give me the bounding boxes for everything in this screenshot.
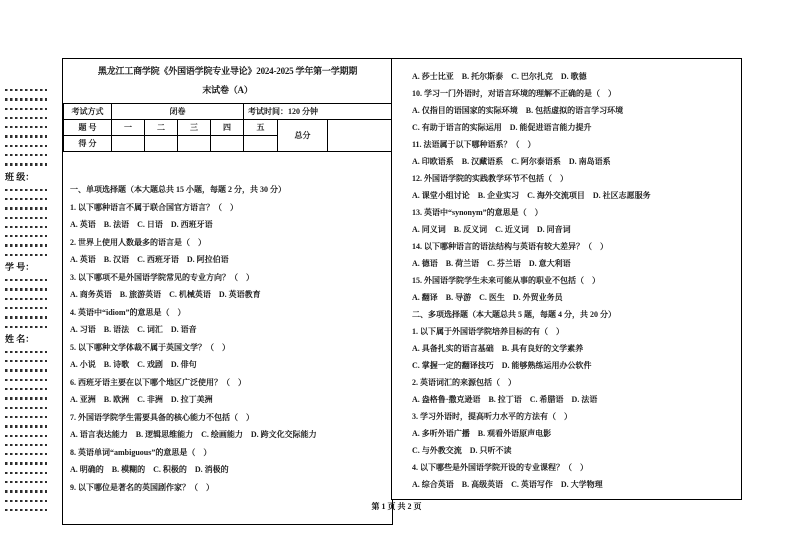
binding-dotted-line [5, 195, 51, 204]
section-one-questions [63, 181, 392, 496]
binding-dotted-line [5, 422, 51, 431]
exam-mode-label: 考试方式 [64, 104, 112, 120]
binding-dotted-line [5, 114, 51, 123]
binding-dotted-line [5, 223, 51, 232]
binding-dotted-line [5, 469, 51, 478]
binding-dotted-line [5, 95, 51, 104]
exam-left-column [62, 58, 393, 525]
binding-margin [5, 86, 51, 515]
binding-dotted-line [5, 432, 51, 441]
exam-line: A. 印欧语系 B. 汉藏语系 C. 阿尔泰语系 D. 南岛语系 [412, 157, 611, 166]
score-blank-5 [244, 136, 278, 152]
binding-dotted-line [5, 413, 51, 422]
exam-line: 1. 以下哪种语言不属于联合国官方语言？（ ） [70, 202, 238, 212]
exam-line: 13. 英语中“synonym”的意思是（ ） [412, 208, 543, 217]
binding-dotted-line [5, 142, 51, 151]
exam-line: 14. 以下哪种语言的语法结构与英语有较大差异？（ ） [412, 242, 608, 251]
exam-line: C. 掌握一定的翻译技巧 D. 能够熟练运用办公软件 [412, 361, 592, 370]
score-blank-4 [211, 136, 244, 152]
binding-dotted-line [5, 348, 51, 357]
binding-dotted-line [5, 385, 51, 394]
binding-dotted-line [5, 214, 51, 223]
binding-dotted-line [5, 241, 51, 250]
binding-dotted-line [5, 251, 51, 260]
exam-line: 15. 外国语学院学生未来可能从事的职业不包括（ ） [412, 276, 600, 285]
exam-line: A. 英语 B. 法语 C. 日语 D. 西班牙语 [70, 220, 213, 229]
exam-line: A. 同义词 B. 反义词 C. 近义词 D. 同音词 [412, 225, 571, 234]
exam-time: 考试时间：120 分钟 [244, 104, 392, 120]
exam-line: A. 盎格鲁·撒克逊语 B. 拉丁语 C. 希腊语 D. 法语 [412, 395, 598, 404]
exam-mode-value: 闭卷 [112, 104, 244, 120]
question-no-3: 三 [178, 120, 211, 136]
total-score-label: 总分 [278, 120, 328, 152]
exam-title-line-2: 末试卷（A） [202, 85, 253, 95]
binding-dotted-line [5, 204, 51, 213]
exam-line: A. 具备扎实的语言基础 B. 具有良好的文学素养 [412, 344, 584, 353]
binding-dotted-line [5, 394, 51, 403]
binding-dotted-line [5, 186, 51, 195]
question-no-1: 一 [112, 120, 145, 136]
exam-line: 11. 法语属于以下哪种语系？（ ） [412, 140, 536, 149]
binding-dotted-line [5, 441, 51, 450]
score-blank-2 [145, 136, 178, 152]
score-blank-1 [112, 136, 145, 152]
page-footer: 第 1 页 共 2 页 [371, 502, 422, 511]
exam-line: A. 语言表达能力 B. 逻辑思维能力 C. 绘画能力 D. 跨文化交际能力 [70, 430, 317, 439]
binding-dotted-line [5, 295, 51, 304]
exam-line: A. 仅指目的语国家的实际环境 B. 包括虚拟的语言学习环境 [412, 106, 624, 115]
binding-dotted-line [5, 323, 51, 332]
binding-dotted-line [5, 105, 51, 114]
binding-dotted-line [5, 276, 51, 285]
binding-dotted-line [5, 151, 51, 160]
binding-dotted-line [5, 313, 51, 322]
binding-dotted-line [5, 404, 51, 413]
exam-line: 7. 外国语学院学生需要具备的核心能力不包括（ ） [70, 412, 254, 422]
binding-dotted-line [5, 459, 51, 468]
exam-line: 2. 英语词汇的来源包括（ ） [412, 378, 516, 387]
exam-line: 12. 外国语学院的实践教学环节不包括（ ） [412, 174, 568, 183]
binding-dotted-line [5, 132, 51, 141]
exam-line: 9. 以下哪位是著名的英国剧作家？（ ） [70, 482, 214, 492]
exam-line: A. 德语 B. 荷兰语 C. 芬兰语 D. 意大利语 [412, 259, 571, 268]
exam-line: C. 与外教交流 D. 只听不读 [412, 446, 512, 455]
exam-line: 3. 以下哪项不是外国语学院常见的专业方向？（ ） [70, 272, 254, 282]
binding-margin-label: 姓 名： [5, 333, 35, 344]
exam-line: 8. 英语单词“ambiguous”的意思是（ ） [70, 447, 212, 457]
exam-line: A. 商务英语 B. 旅游英语 C. 机械英语 D. 英语教育 [70, 290, 261, 299]
exam-line: A. 亚洲 B. 欧洲 C. 非洲 D. 拉丁美洲 [70, 395, 213, 404]
score-blank-3 [178, 136, 211, 152]
section-two-questions [392, 68, 741, 493]
binding-dotted-line [5, 160, 51, 169]
score-label: 得 分 [64, 136, 112, 152]
exam-line: 二、多项选择题（本大题总共 5 题，每题 4 分，共 20 分） [412, 310, 616, 319]
binding-dotted-line [5, 366, 51, 375]
question-no-4: 四 [211, 120, 244, 136]
exam-line: A. 明确的 B. 模糊的 C. 积极的 D. 消极的 [70, 465, 229, 474]
exam-title-line-1: 黑龙江工商学院《外国语学院专业导论》2024-2025 学年第一学期期 [97, 66, 358, 76]
binding-margin-label: 班 级： [5, 171, 35, 182]
exam-line: 3. 学习外语时，提高听力水平的方法有（ ） [412, 412, 572, 421]
exam-line: 2. 世界上使用人数最多的语言是（ ） [70, 237, 206, 247]
exam-line: 5. 以下哪种文学体裁不属于英国文学？（ ） [70, 342, 230, 352]
exam-line: 1. 以下属于外国语学院培养目标的有（ ） [412, 327, 564, 336]
binding-dotted-line [5, 450, 51, 459]
exam-line: A. 习语 B. 语法 C. 词汇 D. 语音 [70, 325, 197, 334]
binding-dotted-line [5, 357, 51, 366]
binding-dotted-line [5, 285, 51, 294]
question-no-label: 题 号 [64, 120, 112, 136]
binding-dotted-line [5, 478, 51, 487]
exam-line: A. 多听外语广播 B. 观看外语原声电影 [412, 429, 552, 438]
exam-line: 6. 西班牙语主要在以下哪个地区广泛使用？（ ） [70, 377, 246, 387]
exam-line: C. 有助于语言的实际运用 D. 能促进语言能力提升 [412, 123, 592, 132]
question-no-2: 二 [145, 120, 178, 136]
binding-margin-label: 学 号： [5, 262, 35, 273]
score-table [63, 103, 392, 152]
exam-line: 一、单项选择题（本大题总共 15 小题，每题 2 分，共 30 分） [70, 185, 286, 194]
total-score-blank-cell [328, 120, 392, 152]
exam-line: 4. 以下哪些是外国语学院开设的专业课程？（ ） [412, 463, 588, 472]
exam-line: A. 莎士比亚 B. 托尔斯泰 C. 巴尔扎克 D. 歌德 [412, 72, 587, 81]
binding-dotted-line [5, 123, 51, 132]
exam-line: A. 课堂小组讨论 B. 企业实习 C. 海外交流项目 D. 社区志愿服务 [412, 191, 651, 200]
exam-line: A. 综合英语 B. 高级英语 C. 英语写作 D. 大学物理 [412, 480, 603, 489]
exam-line: A. 英语 B. 汉语 C. 西班牙语 D. 阿拉伯语 [70, 255, 229, 264]
exam-line: 4. 英语中“idiom”的意思是（ ） [70, 307, 186, 317]
binding-dotted-line [5, 376, 51, 385]
exam-line: A. 小说 B. 诗歌 C. 戏剧 D. 俳句 [70, 360, 197, 369]
binding-dotted-line [5, 232, 51, 241]
exam-line: 10. 学习一门外语时，对语言环境的理解不正确的是（ ） [412, 89, 616, 98]
exam-line: A. 翻译 B. 导游 C. 医生 D. 外贸业务员 [412, 293, 563, 302]
binding-dotted-line [5, 487, 51, 496]
question-no-5: 五 [244, 120, 278, 136]
exam-right-column [391, 58, 742, 500]
binding-dotted-line [5, 304, 51, 313]
binding-dotted-line [5, 86, 51, 95]
